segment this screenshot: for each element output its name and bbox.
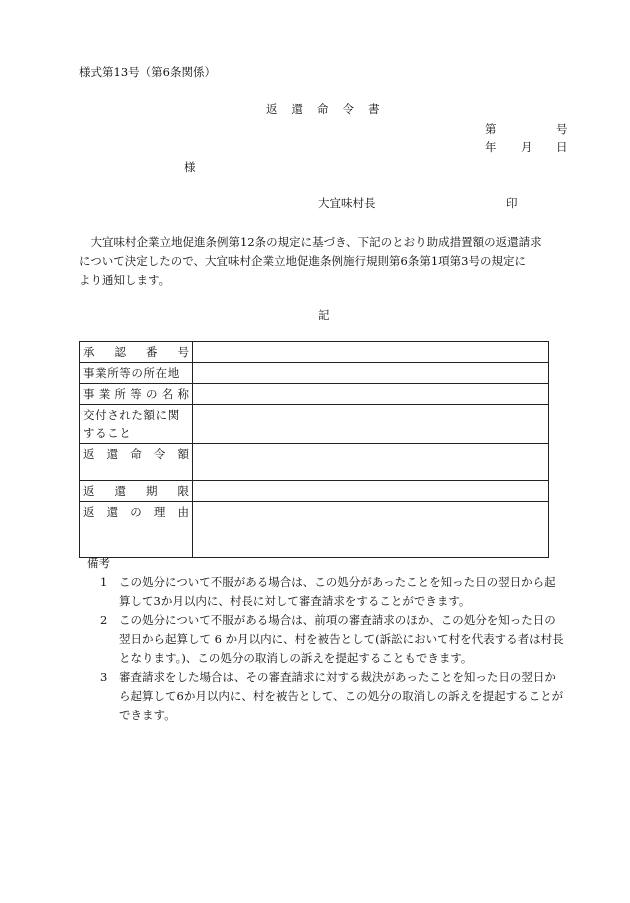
table-row (80, 444, 549, 481)
details-table (79, 341, 549, 558)
form-number: 様式第13号（第6条関係） (79, 65, 216, 79)
row-value-cell[interactable] (193, 405, 549, 444)
remark-number: 2 (100, 613, 108, 627)
row-label: 返 還 命 令 額 (83, 447, 189, 461)
row-label-line: 交付された額に関 (83, 408, 180, 422)
remark-line: 審査請求をした場合は、その審査請求に対する裁決があったことを知った日の翌日か (119, 670, 556, 684)
remark-line: この処分について不服がある場合は、前項の審査請求のほか、この処分を知った日の (119, 613, 556, 627)
remark-line: 算して3か月以内に、村長に対して審査請求をすることができます。 (119, 594, 471, 608)
body-line: 大宜味村企業立地促進条例第12条の規定に基づき、下記のとおり助成措置額の返還請求 (79, 235, 542, 249)
document-number-suffix: 号 (556, 122, 568, 136)
remark-item (100, 611, 600, 668)
remark-number: 3 (100, 670, 108, 684)
row-label: 返 還 の 理 由 (83, 505, 189, 519)
row-label-cell (80, 502, 193, 558)
remarks-list (100, 573, 600, 725)
row-label-cell (80, 405, 193, 444)
table-row (80, 342, 549, 363)
remark-line: となります。)、この処分の取消しの訴えを提起することもできます。 (119, 651, 473, 665)
issuer-name: 大宜味村長 (318, 196, 376, 210)
date-month-label: 月 (521, 140, 533, 154)
body-line: より通知します。 (79, 273, 171, 287)
row-label-cell (80, 342, 193, 363)
row-value-cell[interactable] (193, 342, 549, 363)
row-label: 事 業 所 等 の 名 称 (83, 387, 189, 401)
remark-line: この処分について不服がある場合は、この処分があったことを知った日の翌日から起 (119, 575, 556, 589)
table-row (80, 481, 549, 502)
body-line: について決定したので、大宜味村企業立地促進条例施行規則第6条第1項第3号の規定に (79, 254, 526, 268)
table-row (80, 405, 549, 444)
remark-item (100, 668, 600, 725)
table-row (80, 384, 549, 405)
remarks-title: 備考 (87, 556, 110, 570)
row-label-cell (80, 384, 193, 405)
row-value-cell[interactable] (193, 481, 549, 502)
seal-mark: 印 (506, 196, 518, 210)
row-label: 返 還 期 限 (83, 484, 189, 498)
row-label-line: すること (83, 426, 132, 440)
document-number-label: 第 (485, 122, 497, 136)
date-year-label: 年 (485, 140, 497, 154)
ki-heading: 記 (318, 308, 330, 322)
row-value-cell[interactable] (193, 363, 549, 384)
remark-line: できます。 (119, 708, 176, 722)
remark-number: 1 (100, 575, 108, 589)
remark-line: ら起算して6か月以内に、村を被告として、この処分の取消しの訴えを提起することが (119, 689, 564, 703)
row-label: 事業所等の所在地 (83, 366, 180, 380)
row-value-cell[interactable] (193, 502, 549, 558)
row-value-cell[interactable] (193, 444, 549, 481)
row-value-cell[interactable] (193, 384, 549, 405)
row-label-cell (80, 444, 193, 481)
document-title: 返還命令書 (266, 102, 394, 116)
remark-item (100, 573, 600, 611)
table-row (80, 363, 549, 384)
body-paragraph (79, 233, 569, 290)
addressee-suffix: 様 (184, 160, 196, 174)
date-day-label: 日 (556, 140, 568, 154)
remark-line: 翌日から起算して 6 か月以内に、村を被告として(訴訟において村を代表する者は村長 (119, 632, 564, 646)
row-label-cell (80, 363, 193, 384)
row-label-cell (80, 481, 193, 502)
table-row (80, 502, 549, 558)
row-label: 承 認 番 号 (83, 345, 189, 359)
